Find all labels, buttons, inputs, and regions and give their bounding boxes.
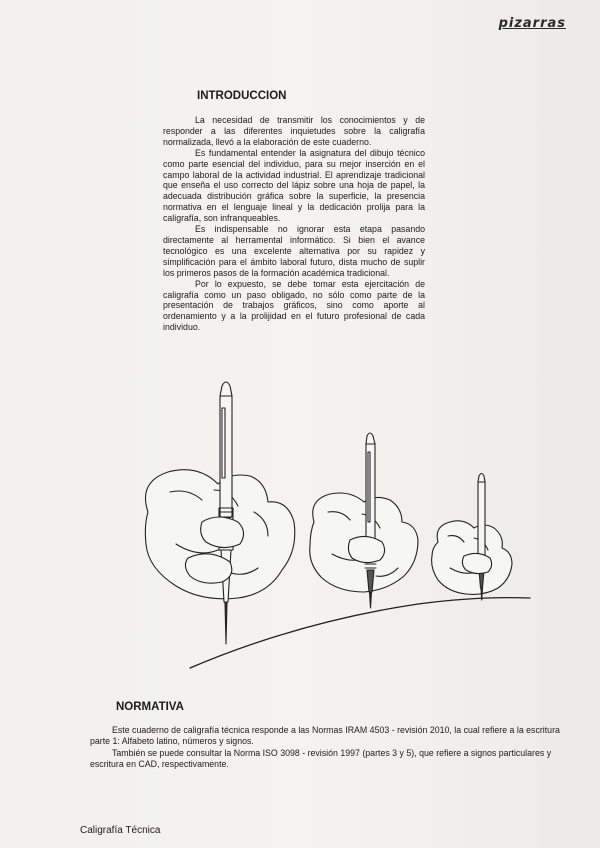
intro-paragraph: Es indispensable no ignorar esta etapa pasando directamente al herramental informático. Si bien el avance tecnológico es una excelente alternativa por su rapidez y simplificación para el ámbito laboral futuro, dista mucho de suplir los primeros pasos de la formación académica tradicional. (163, 224, 425, 278)
normativa-heading: NORMATIVA (116, 701, 184, 713)
intro-paragraph: Es fundamental entender la asignatura del dibujo técnico como parte esencial del individuo, para su mejor inserción en el campo laboral de la actividad industrial. El aprendizaje tradicional que enseña el uso correcto del lápiz sobre una hoja de papel, la adecuada distribución gráfica sobre la superficie, la presencia normativa en el lenguaje lineal y la dedicación prolija para la caligrafía, son infranqueables. (163, 147, 425, 224)
normativa-text (90, 725, 570, 771)
normativa-paragraph: También se puede consultar la Norma ISO 3098 - revisión 1997 (partes 3 y 5), que refiere a signos particulares y escritura en CAD, respectivamente. (90, 747, 552, 769)
paper-surface-line (190, 598, 530, 668)
intro-paragraph: La necesidad de transmitir los conocimientos y de responder a las diferentes inquietudes sobre la caligrafía normalizada, llevó a la elaboración de este cuaderno. (163, 115, 425, 147)
brand-logo: pizarras (498, 16, 566, 31)
footer-label: Caligrafía Técnica (80, 825, 161, 836)
intro-heading: INTRODUCCION (197, 90, 287, 102)
normativa-paragraph: Este cuaderno de caligrafía técnica responde a las Normas IRAM 4503 - revisión 2010, la cual refiere a la escritura parte 1: Alfabeto latino, números y signos. (90, 725, 560, 746)
hands-holding-pencils-illustration (118, 372, 538, 682)
intro-paragraph: Por lo expuesto, se debe tomar esta ejercitación de caligrafía como un paso obligado, no sólo como parte de la presentación de trabajos gráficos, sino como aporte al ordenamiento y a la prolijidad en el futuro profesional de cada individuo. (163, 278, 425, 333)
intro-text (163, 115, 425, 333)
